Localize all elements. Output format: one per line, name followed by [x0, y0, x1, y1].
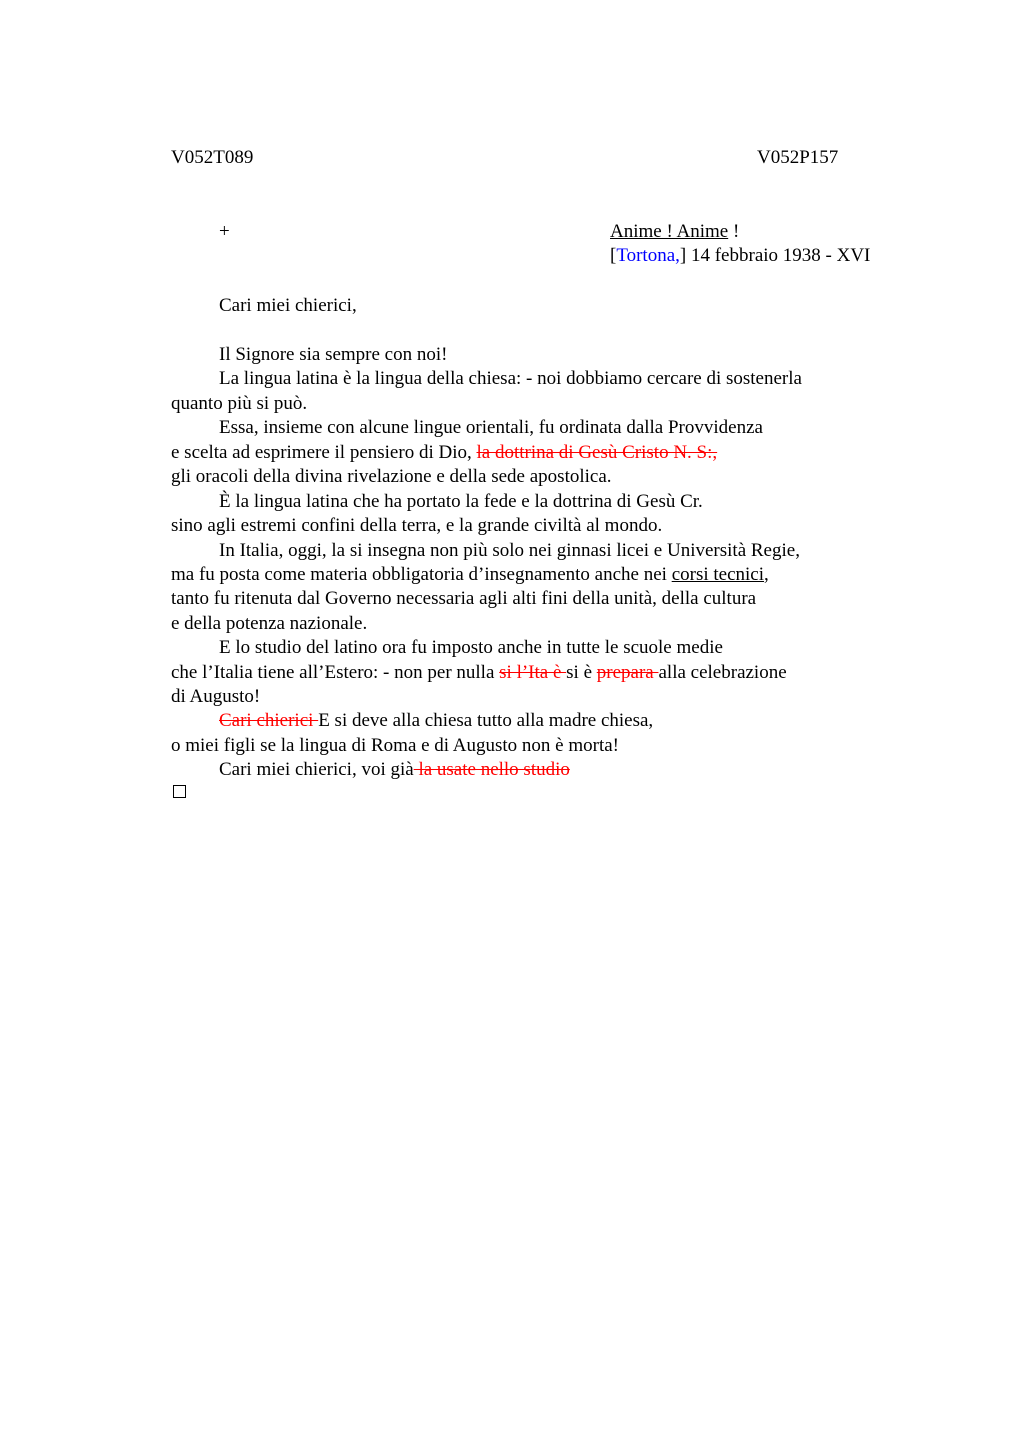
- body-line: sino agli estremi confini della terra, e la grande civiltà al mondo.: [171, 515, 663, 536]
- deleted-text: la usate nello studio: [413, 759, 570, 780]
- salutation: Cari miei chierici,: [219, 295, 357, 316]
- deleted-text: la dottrina di Gesù Cristo N. S:,: [476, 442, 718, 463]
- body-text: e scelta ad esprimere il pensiero di Dio,: [171, 442, 477, 463]
- body-line: In Italia, oggi, la si insegna non più solo nei ginnasi licei e Università Regie,: [219, 540, 800, 561]
- deleted-text: si l’Ita è: [499, 662, 567, 683]
- dateline: [610, 244, 870, 268]
- body-line: o miei figli se la lingua di Roma e di Augusto non è morta!: [171, 735, 620, 756]
- dateline-place: Tortona,: [616, 245, 680, 266]
- body-line: Il Signore sia sempre con noi!: [219, 344, 448, 365]
- body-text: E si deve alla chiesa tutto alla madre chiesa,: [318, 710, 654, 731]
- body-text: alla celebrazione: [658, 662, 787, 683]
- underlined-text: corsi tecnici: [671, 564, 765, 585]
- body-text: ,: [764, 564, 769, 585]
- body-line: Essa, insieme con alcune lingue orientali, fu ordinata dalla Provvidenza: [219, 417, 763, 438]
- body-text: Cari miei chierici, voi già: [219, 759, 414, 780]
- body-line: [171, 661, 787, 685]
- document-code-right: V052P157: [757, 147, 839, 168]
- motto-underlined: Anime ! Anime: [610, 221, 729, 242]
- body-text: si è: [566, 662, 597, 683]
- body-line: [219, 758, 570, 782]
- end-box-icon: [173, 785, 186, 798]
- document-code-left: V052T089: [171, 147, 254, 168]
- deleted-text: Cari chierici: [219, 710, 319, 731]
- dateline-bracket-open: [: [610, 245, 617, 266]
- body-line: [171, 441, 717, 465]
- body-line: E lo studio del latino ora fu imposto anche in tutte le scuole medie: [219, 637, 723, 658]
- body-line: gli oracoli della divina rivelazione e della sede apostolica.: [171, 466, 612, 487]
- body-line: tanto fu ritenuta dal Governo necessaria agli alti fini della unità, della cultura: [171, 588, 757, 609]
- cross-symbol: +: [219, 221, 230, 242]
- body-line: e della potenza nazionale.: [171, 613, 368, 634]
- body-line: È la lingua latina che ha portato la fede e la dottrina di Gesù Cr.: [219, 491, 703, 512]
- deleted-text: prepara: [596, 662, 659, 683]
- body-line: La lingua latina è la lingua della chiesa: - noi dobbiamo cercare di sostenerla: [219, 368, 802, 389]
- body-text: che l’Italia tiene all’Estero: - non per nulla: [171, 662, 500, 683]
- body-line: quanto più si può.: [171, 393, 308, 414]
- body-line: di Augusto!: [171, 686, 261, 707]
- body-line: [219, 709, 653, 733]
- body-text: ma fu posta come materia obbligatoria d’insegnamento anche nei: [171, 564, 672, 585]
- body-line: [171, 563, 769, 587]
- dateline-rest: ] 14 febbraio 1938 - XVI: [679, 245, 871, 266]
- motto: [610, 220, 739, 244]
- motto-tail: !: [728, 221, 740, 242]
